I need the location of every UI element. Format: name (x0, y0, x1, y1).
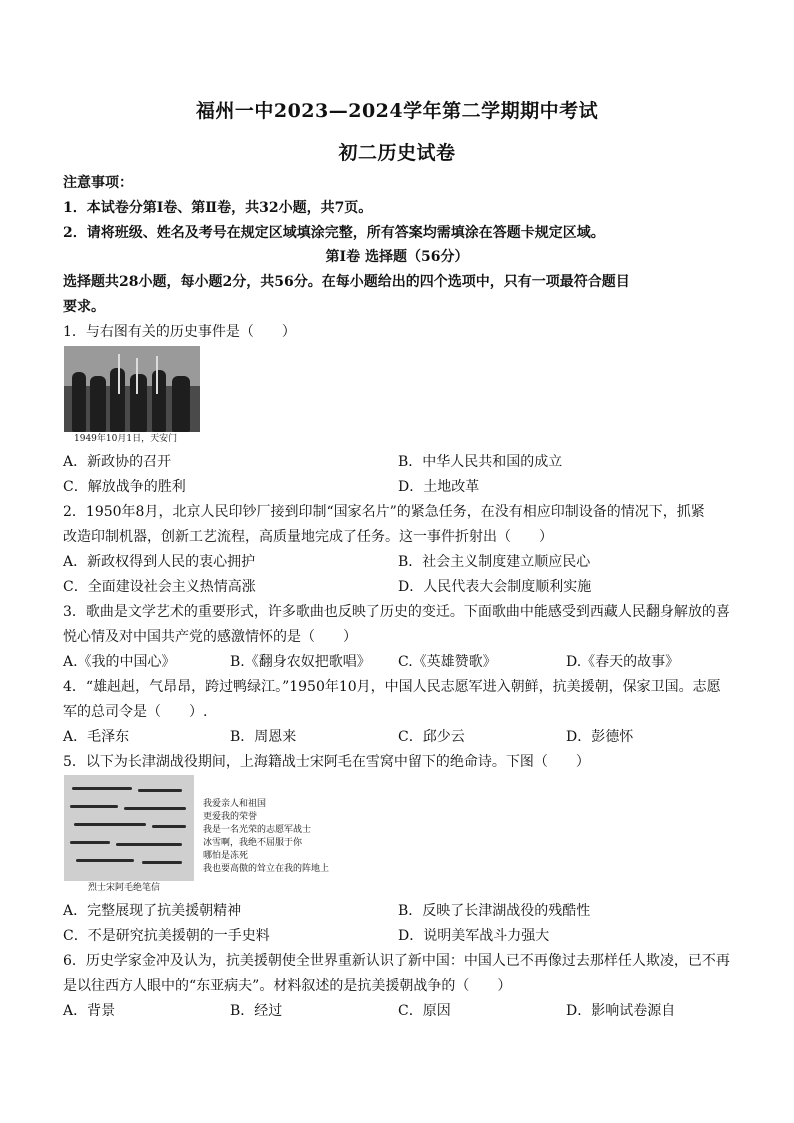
question-2-stem-line-2: 改造印制机器，创新工艺流程，高质量地完成了任务。这一事件折射出（ ） (63, 529, 553, 545)
question-1-stem: 1．与右图有关的历史事件是（ ） (63, 324, 296, 340)
section-instruction-line-1: 选择题共28小题，每小题2分，共56分。在每小题给出的四个选项中，只有一项最符合题目 (63, 274, 630, 290)
question-3-option-d[interactable]: D.《春天的故事》 (566, 654, 680, 670)
exam-subtitle: 初二历史试卷 (338, 142, 456, 164)
question-1-option-d[interactable]: D．土地改革 (398, 479, 480, 495)
question-6-option-b[interactable]: B．经过 (230, 1003, 283, 1019)
question-4-stem-line-2: 军的总司令是（ ）. (63, 704, 208, 720)
question-5-image-caption: 烈士宋阿毛绝笔信 (88, 883, 161, 893)
question-2-option-d[interactable]: D．人民代表大会制度顺利实施 (398, 579, 592, 595)
exam-title: 福州一中2023—2024学年第二学期期中考试 (195, 100, 599, 122)
question-2-option-b[interactable]: B．社会主义制度建立顺应民心 (398, 554, 591, 570)
question-3-stem-line-2: 悦心情及对中国共产党的感激情怀的是（ ） (63, 629, 357, 645)
question-3-option-a[interactable]: A.《我的中国心》 (63, 654, 176, 670)
question-5-option-d[interactable]: D．说明美军战斗力强大 (398, 928, 550, 944)
question-5-stem: 5．以下为长津湖战役期间，上海籍战士宋阿毛在雪窝中留下的绝命诗。下图（ ） (63, 754, 590, 770)
question-6-option-a[interactable]: A．背景 (63, 1003, 116, 1019)
question-2-stem-line-1: 2．1950年8月，北京人民印钞厂接到印制“国家名片”的紧急任务，在没有相应印制设备的情况下，抓紧 (63, 504, 705, 520)
question-2-option-a[interactable]: A．新政权得到人民的衷心拥护 (63, 554, 256, 570)
question-1-photo-caption: 1949年10月1日，天安门 (74, 434, 178, 444)
question-3-option-c[interactable]: C.《英雄赞歌》 (398, 654, 497, 670)
question-1-photo (64, 346, 200, 432)
question-6-stem-line-1: 6．历史学家金冲及认为，抗美援朝使全世界重新认识了新中国：中国人已不再像过去那样任人欺凌，已不再 (63, 953, 730, 969)
question-5-option-b[interactable]: B．反映了长津湖战役的残酷性 (398, 903, 591, 919)
poem-line: 我也要高傲的耸立在我的阵地上 (203, 864, 330, 874)
note-item-1: 1．本试卷分第Ⅰ卷、第Ⅱ卷，共32小题，共7页。 (63, 200, 373, 216)
question-2-option-c[interactable]: C．全面建设社会主义热情高涨 (63, 579, 256, 595)
question-6-option-c[interactable]: C．原因 (398, 1003, 451, 1019)
question-5-handwritten-letter-image (64, 775, 194, 881)
poem-line: 更爱我的荣誉 (203, 812, 258, 822)
section-heading: 第Ⅰ卷 选择题（56分） (325, 249, 469, 265)
question-1-option-c[interactable]: C．解放战争的胜利 (63, 479, 186, 495)
question-4-option-c[interactable]: C．邱少云 (398, 729, 465, 745)
question-4-option-d[interactable]: D．彭德怀 (566, 729, 634, 745)
question-5-option-a[interactable]: A．完整展现了抗美援朝精神 (63, 903, 242, 919)
note-item-2: 2．请将班级、姓名及考号在规定区域填涂完整，所有答案均需填涂在答题卡规定区域。 (63, 225, 605, 241)
question-6-option-d[interactable]: D．影响试卷源自 (566, 1003, 676, 1019)
question-3-option-b[interactable]: B.《翻身农奴把歌唱》 (230, 654, 371, 670)
poem-line: 我是一名光荣的志愿军战士 (203, 825, 312, 835)
question-6-stem-line-2: 是以往西方人眼中的“东亚病夫”。材料叙述的是抗美援朝战争的（ ） (63, 978, 512, 994)
question-3-stem-line-1: 3．歌曲是文学艺术的重要形式，许多歌曲也反映了历史的变迁。下面歌曲中能感受到西藏人民翻身解放的喜 (63, 604, 730, 620)
question-5-option-c[interactable]: C．不是研究抗美援朝的一手史料 (63, 928, 270, 944)
section-instruction-line-2: 要求。 (63, 299, 105, 315)
question-1-option-b[interactable]: B．中华人民共和国的成立 (398, 454, 563, 470)
question-4-option-b[interactable]: B．周恩来 (230, 729, 297, 745)
poem-line: 我爱亲人和祖国 (203, 799, 267, 809)
poem-line: 冰雪啊，我绝不屈服于你 (203, 838, 303, 848)
question-4-option-a[interactable]: A．毛泽东 (63, 729, 130, 745)
question-1-option-a[interactable]: A．新政协的召开 (63, 454, 172, 470)
poem-line: 哪怕是冻死 (203, 851, 249, 861)
notes-heading: 注意事项： (63, 175, 133, 191)
question-4-stem-line-1: 4．“雄赳赳，气昂昂，跨过鸭绿江。”1950年10月，中国人民志愿军进入朝鲜，抗美援朝，保家卫国。志愿 (63, 679, 721, 695)
question-5-poem (203, 798, 329, 876)
